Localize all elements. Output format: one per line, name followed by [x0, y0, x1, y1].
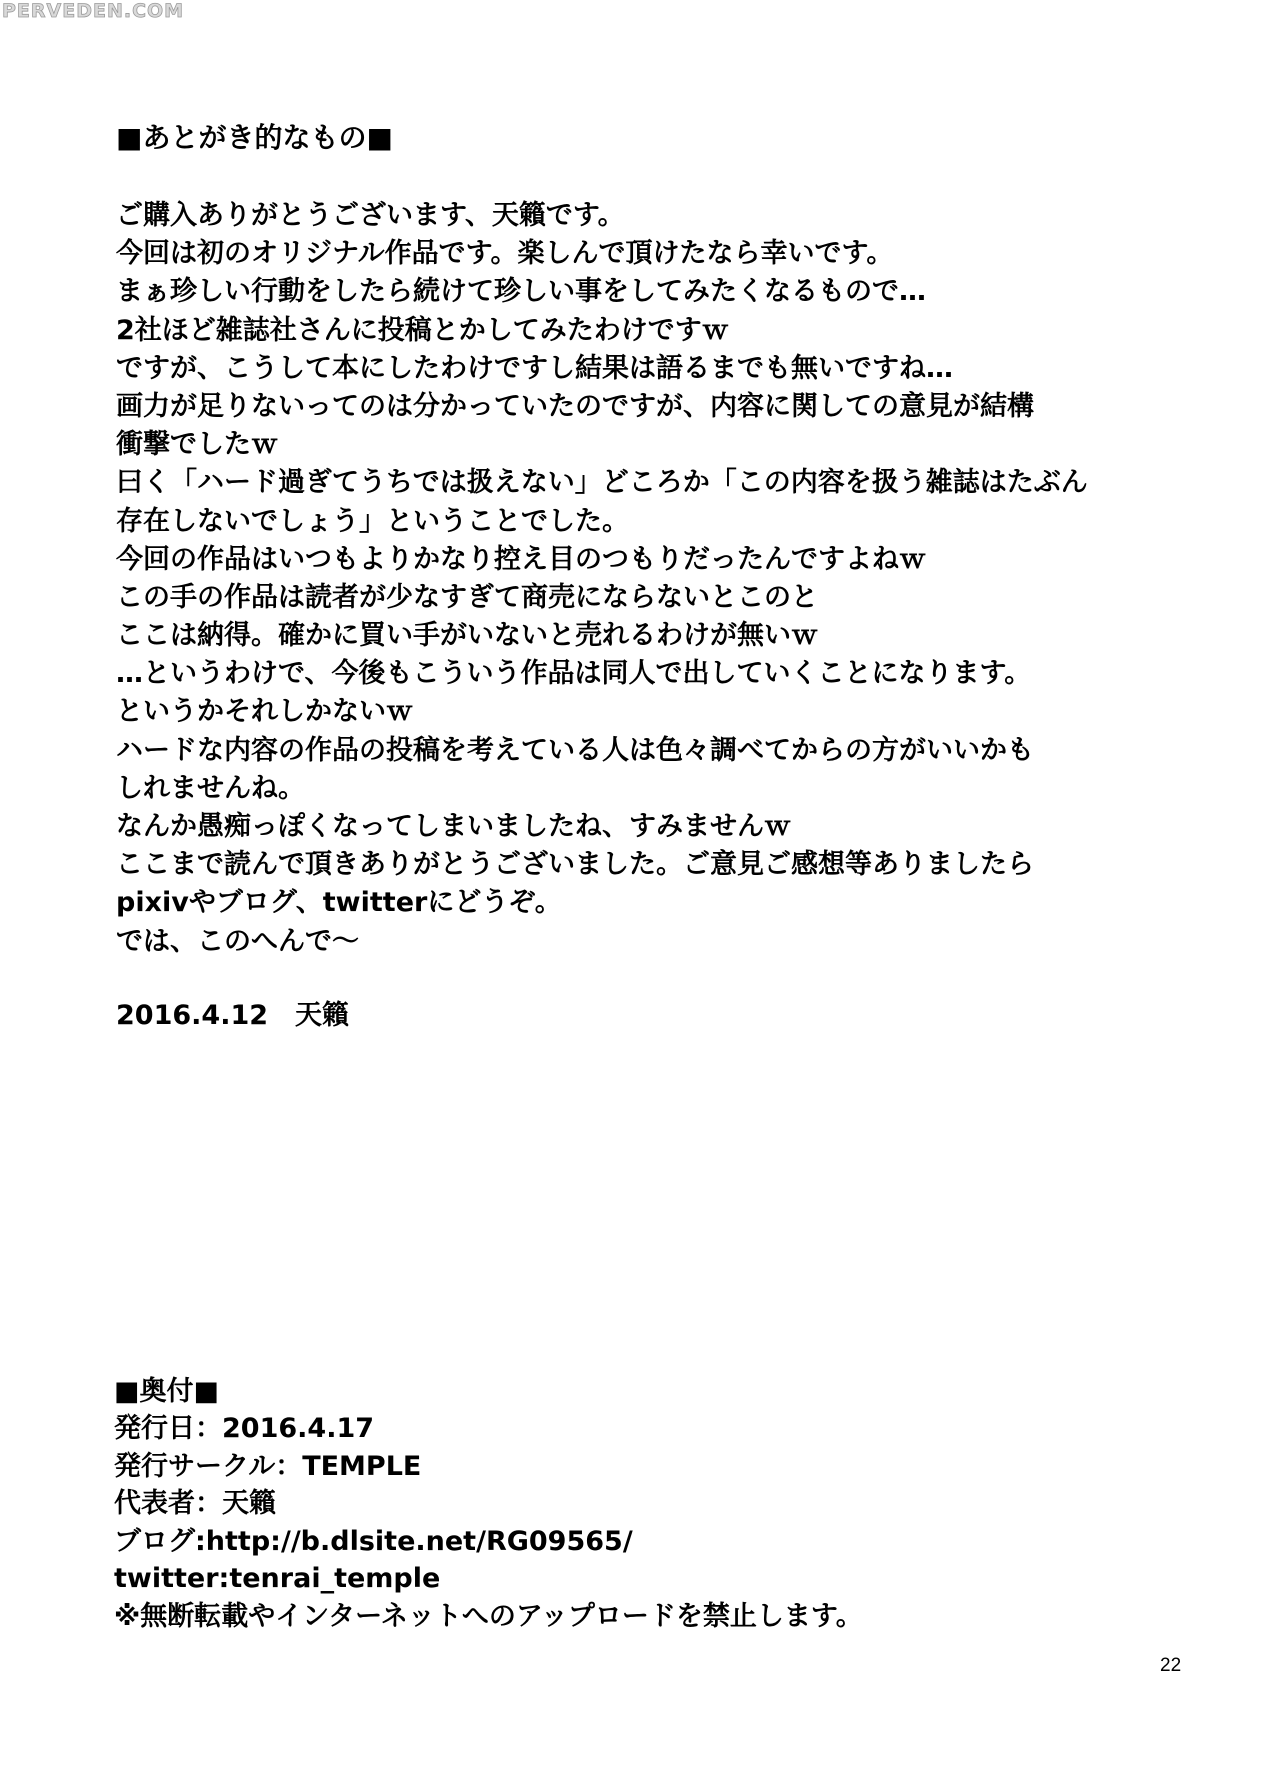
afterword-line: なんか愚痴っぽくなってしまいましたね、すみませんｗ — [116, 811, 791, 842]
colophon-publish-date: 発行日：2016.4.17 — [114, 1413, 375, 1444]
afterword-line: 今回の作品はいつもよりかなり控え目のつもりだったんですよねｗ — [116, 543, 926, 575]
afterword-line: まぁ珍しい行動をしたら続けて珍しい事をしてみたくなるもので… — [116, 276, 926, 308]
page-number: 22 — [1160, 1655, 1182, 1676]
afterword-signature: 2016.4.12 天籟 — [116, 1000, 350, 1031]
afterword-line: ここまで読んで頂きありがとうございました。ご意見ご感想等ありましたら — [116, 849, 1034, 881]
afterword-line: 存在しないでしょう」ということでした。 — [116, 505, 629, 537]
colophon-twitter: twitter:tenrai_temple — [114, 1563, 441, 1594]
colophon-representative: 代表者：天籟 — [114, 1488, 276, 1519]
afterword-line: ですが、こうして本にしたわけですし結果は語るまでも無いですね… — [116, 352, 953, 384]
afterword-line: 画力が足りないってのは分かっていたのですが、内容に関しての意見が結構 — [116, 390, 1034, 422]
afterword-line: この手の作品は読者が少なすぎて商売にならないとこのと — [116, 581, 818, 613]
afterword-line: というかそれしかないｗ — [116, 696, 413, 728]
afterword-line: 曰く「ハード過ぎてうちでは扱えない」どころか「この内容を扱う雑誌はたぶん — [116, 467, 1088, 499]
colophon-notice: ※無断転載やインターネットへのアップロードを禁止します。 — [114, 1600, 863, 1632]
afterword-line: ハードな内容の作品の投稿を考えている人は色々調べてからの方がいいかも — [116, 734, 1034, 766]
afterword-line: ご購入ありがとうございます、天籟です。 — [116, 200, 625, 231]
afterword-body — [116, 197, 1088, 961]
afterword-heading: ■あとがき的なもの■ — [116, 121, 393, 154]
afterword-line: pixivやブログ、twitterにどうぞ。 — [116, 887, 562, 919]
watermark-logo: PERVEDEN.COM — [2, 0, 185, 22]
afterword-line: しれませんね。 — [116, 772, 305, 804]
afterword-line: ここは納得。確かに買い手がいないと売れるわけが無いｗ — [116, 620, 818, 652]
afterword-line: …というわけで、今後もこういう作品は同人で出していくことになります。 — [116, 658, 1032, 690]
colophon-list — [114, 1410, 863, 1635]
afterword-line: では、このへんで～ — [116, 925, 359, 957]
colophon-blog: ブログ:http://b.dlsite.net/RG09565/ — [114, 1525, 633, 1557]
afterword-line: 衝撃でしたｗ — [116, 429, 278, 461]
afterword-line: 2社ほど雑誌社さんに投稿とかしてみたわけですｗ — [116, 314, 729, 346]
afterword-line: 今回は初のオリジナル作品です。楽しんで頂けたなら幸いです。 — [116, 238, 894, 270]
colophon-circle: 発行サークル：TEMPLE — [114, 1450, 422, 1482]
colophon-heading: ■奥付■ — [114, 1376, 220, 1407]
